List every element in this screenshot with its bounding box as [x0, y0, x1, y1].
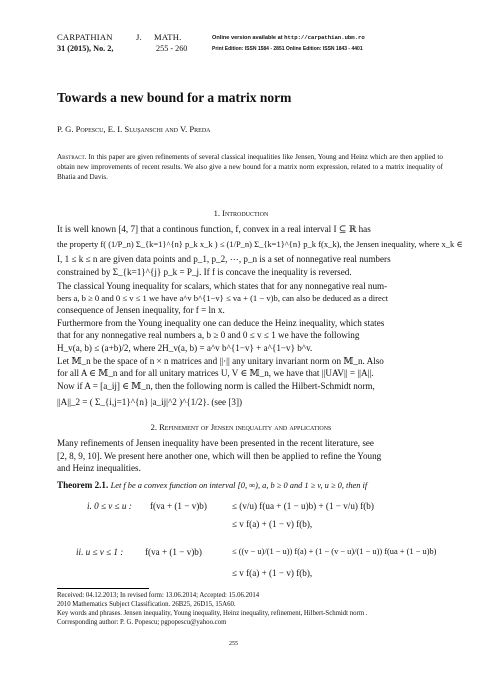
section2-line-2: [2, 8, 9, 10]. We present here another one, which will then be applied to refine the Young	[57, 451, 382, 461]
intro-line-7: consequence of Jensen inequality, for f = ln x.	[57, 305, 225, 315]
intro-line-2: the property f( (1/P_n) Σ_{k=1}^{n} p_k x_k ) ≤ (1/P_n) Σ_{k=1}^{n} p_k f(x_k), the Jensen inequality, where x_k ∈	[57, 239, 463, 249]
intro-line-4: constrained by Σ_{k=1}^{j} p_k = P_j. If f is concave the inequality is reversed.	[57, 267, 352, 277]
section-heading-introduction: 1. Introduction	[213, 208, 269, 218]
intro-line-5: The classical Young inequality for scalars, which states that for any nonnegative real num-	[57, 281, 388, 291]
section-heading-refinement: 2. Refinement of Jensen inequality and applications	[150, 422, 332, 432]
print-edition: Print Edition: ISSN 1584 - 2851 Online Edition: ISSN 1843 - 4401	[212, 46, 363, 52]
journal-math: MATH.	[154, 32, 182, 42]
case-i-rhs-1: ≤ (v/u) f(ua + (1 − u)b) + (1 − v/u) f(b)	[232, 501, 374, 511]
case-i-rhs-2: ≤ v f(a) + (1 − v) f(b),	[232, 519, 313, 529]
intro-line-6: bers a, b ≥ 0 and 0 ≤ v ≤ 1 we have a^v b^{1−v} ≤ va + (1 − v)b, can also be deduced as a direct	[57, 293, 389, 303]
section2-line-3: and Heinz inequalities.	[57, 463, 141, 473]
intro-line-3: I, 1 ≤ k ≤ n are given data points and p_1, p_2, ⋯, p_n is a set of nonnegative real numbers	[57, 254, 391, 264]
abstract	[57, 152, 443, 183]
paper-title: Towards a new bound for a matrix norm	[57, 90, 292, 105]
case-i-label: i. 0 ≤ v ≤ u :	[87, 501, 132, 511]
case-ii-rhs-1: ≤ ((v − u)/(1 − u)) f(a) + (1 − (v − u)/(1 − u)) f(ua + (1 − u)b)	[232, 547, 437, 556]
footnote-keywords: Key words and phrases. Jensen inequality, Young inequality, Heinz inequality, refinement, Hilbert-Schmidt norm .	[57, 610, 368, 617]
abstract-label: Abstract.	[57, 153, 87, 161]
footnote-corresponding: Corresponding author: P. G. Popescu; pgpopescu@yahoo.com	[57, 619, 227, 626]
page-number: 255	[229, 641, 238, 647]
footnote-rule	[57, 588, 149, 589]
intro-line-9: that for any nonnegative real numbers a, b ≥ 0 and 0 ≤ v ≤ 1 we have the following	[57, 330, 360, 340]
intro-line-8: Furthermore from the Young inequality one can deduce the Heinz inequality, which states	[57, 318, 385, 328]
journal-volume: 31 (2015), No. 2,	[57, 44, 114, 53]
intro-line-13: Now if A = [a_ij] ∈ 𝕄_n, then the following norm is called the Hilbert-Schmidt norm,	[57, 381, 375, 391]
journal-name: CARPATHIAN	[57, 32, 113, 42]
paper-authors: P. G. Popescu, E. I. Slușanschi and V. Preda	[57, 124, 211, 134]
footnote-msc: 2010 Mathematics Subject Classification. 26B25, 26D15, 15A60.	[57, 601, 236, 608]
intro-line-12: for all A ∈ 𝕄_n and for all unitary matrices U, V ∈ 𝕄_n, we have that ||UAV|| = ||A||.	[57, 368, 374, 378]
case-ii-rhs-2: ≤ v f(a) + (1 − v) f(b),	[232, 568, 313, 578]
section2-line-1: Many refinements of Jensen inequality have been presented in the recent literature, see	[57, 438, 374, 448]
journal-j: J.	[136, 32, 142, 42]
case-ii-label: ii. u ≤ v ≤ 1 :	[76, 547, 124, 557]
intro-line-14: ||A||_2 = ( Σ_{i,j=1}^{n} |a_ij|^2 )^{1/2}. (see [3])	[57, 397, 243, 407]
case-i-lhs: f(va + (1 − v)b)	[150, 501, 207, 511]
footnote-received: Received: 04.12.2013; In revised form: 13.06.2014; Accepted: 15.06.2014	[57, 592, 260, 599]
intro-line-10: H_v(a, b) ≤ (a+b)/2, where 2H_v(a, b) = a^v b^{1−v} + a^{1−v} b^v.	[57, 343, 313, 353]
theorem-text: Let f be a convex function on interval [0, ∞), a, b ≥ 0 and 1 ≥ v, u ≥ 0, then if	[110, 481, 368, 490]
intro-line-11: Let 𝕄_n be the space of n × n matrices and ||·|| any unitary invariant norm on 𝕄_n. Also	[57, 356, 384, 366]
journal-pages: 255 - 260	[156, 44, 188, 53]
theorem-statement	[57, 479, 367, 492]
online-version: Online version available at http://carpathian.ubm.ro	[212, 34, 365, 41]
abstract-text: In this paper are given refinements of several classical inequalities like Jensen, Young and Heinz which are then applied to obtain new improvements of recent results. We also give a new bound for a matrix norm expression, related to a matrix inequality of Bhatia and Davis.	[57, 153, 443, 182]
intro-line-1: It is well known [4, 7] that a continous function, f, convex in a real interval I ⊆ ℝ has	[57, 224, 371, 234]
theorem-label: Theorem 2.1.	[57, 480, 109, 490]
case-ii-lhs: f(va + (1 − v)b)	[145, 547, 202, 557]
